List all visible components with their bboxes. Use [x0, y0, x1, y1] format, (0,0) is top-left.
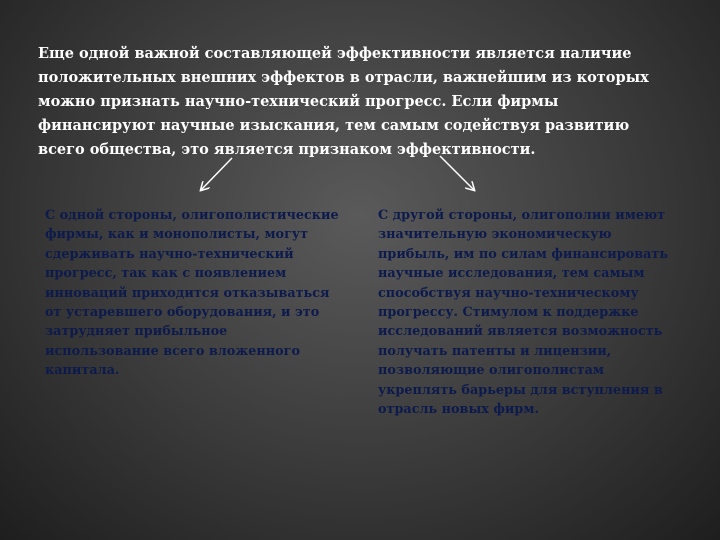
- arrow-right: [440, 156, 474, 190]
- right-column-text: С другой стороны, олигополии имеют значительную экономическую прибыль, им по силам финансировать научные исследования, тем самым способствуя научно-техническому прогрессу. Стимулом к поддержке исследований является возможность получать патенты и лицензии, позволяющие олигополистам укреплять барьеры для вступления в отрасль новых фирм.: [378, 208, 668, 418]
- arrow-left: [201, 158, 232, 190]
- intro-paragraph: Еще одной важной составляющей эффективности является наличие положительных внешних эффектов в отрасли, важнейшим из которых можно признать научно-технический прогресс. Если фирмы финансируют научные изыскания, тем самым содействуя развитию всего общества, это является признаком эффективности.: [38, 45, 649, 158]
- left-column-text: С одной стороны, олигополистические фирмы, как и монополисты, могут сдерживать научно-технический прогресс, так как с появлением инноваций приходится отказываться от устаревшего оборудования, и это затрудняет прибыльное использование всего вложенного капитала.: [45, 208, 339, 379]
